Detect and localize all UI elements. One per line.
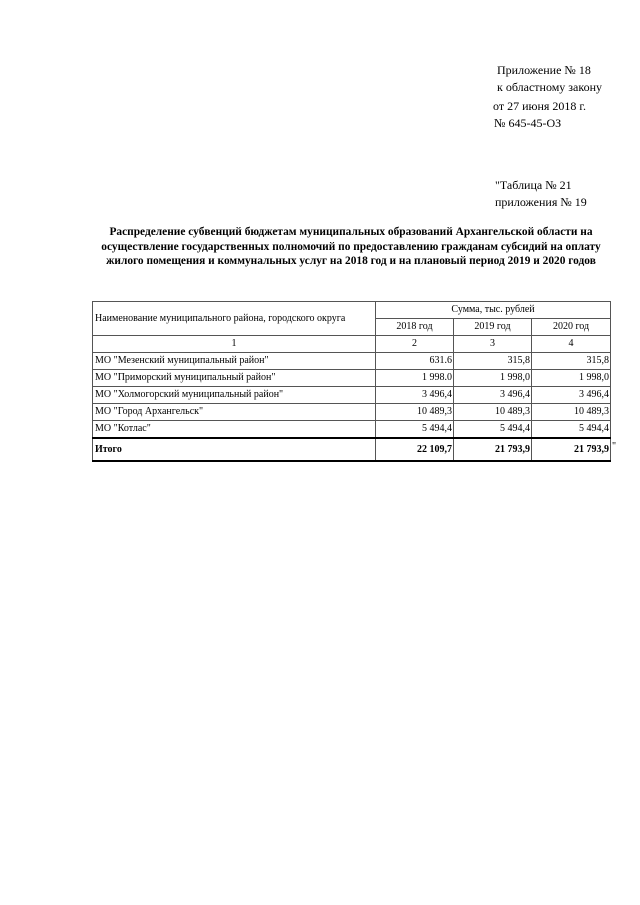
header-name: Наименование муниципального района, городского округа (93, 302, 376, 336)
table-reference (495, 177, 587, 211)
row-value-2019: 5 494,4 (454, 421, 532, 439)
row-name: МО "Город Архангельск" (93, 404, 376, 421)
row-name: МО "Мезенский муниципальный район" (93, 353, 376, 370)
header-sum: Сумма, тыс. рублей (376, 302, 611, 319)
row-value-2020: 10 489,3 (532, 404, 611, 421)
row-value-2018: 1 998.0 (376, 370, 454, 387)
row-value-2018: 3 496,4 (376, 387, 454, 404)
header-year-2018: 2018 год (376, 319, 454, 336)
total-value-2020: 21 793,9 (532, 438, 611, 461)
header-year-2019: 2019 год (454, 319, 532, 336)
row-value-2018: 10 489,3 (376, 404, 454, 421)
table-row (93, 387, 611, 404)
row-value-2019: 3 496,4 (454, 387, 532, 404)
subsidy-table (92, 301, 611, 462)
document-title: Распределение субвенций бюджетам муниципальных образований Архангельской области на осуществление государственных полномочий по предоставлению гражданам субсидий на оплату жилого помещения и коммунальных услуг на 2018 год и на плановый период 2019 и 2020 годов (101, 226, 601, 267)
row-value-2018: 631.6 (376, 353, 454, 370)
row-name: МО "Холмогорский муниципальный район" (93, 387, 376, 404)
column-number: 3 (454, 336, 532, 353)
table-row (93, 404, 611, 421)
column-number: 4 (532, 336, 611, 353)
row-name: МО "Котлас" (93, 421, 376, 439)
total-value-2018: 22 109,7 (376, 438, 454, 461)
total-row (93, 438, 611, 461)
table-row (93, 353, 611, 370)
closing-quote: " (612, 441, 617, 452)
header-row (93, 302, 611, 319)
row-value-2020: 5 494,4 (532, 421, 611, 439)
column-number: 2 (376, 336, 454, 353)
header-year-2020: 2020 год (532, 319, 611, 336)
row-name: МО "Приморский муниципальный район" (93, 370, 376, 387)
row-value-2020: 315,8 (532, 353, 611, 370)
row-value-2020: 3 496,4 (532, 387, 611, 404)
column-numbers-row (93, 336, 611, 353)
appendix-number: Приложение № 18 (497, 63, 591, 77)
row-value-2020: 1 998,0 (532, 370, 611, 387)
table-row (93, 421, 611, 439)
appendix-header (493, 62, 603, 132)
law-number: № 645-45-ОЗ (494, 116, 562, 130)
appendix-law-ref: к областному закону (497, 80, 603, 94)
row-value-2019: 10 489,3 (454, 404, 532, 421)
row-value-2019: 315,8 (454, 353, 532, 370)
law-date: от 27 июня 2018 г. (493, 99, 586, 113)
table-row (93, 370, 611, 387)
table-reference-number: "Таблица № 21 (495, 178, 572, 192)
table-reference-appendix: приложения № 19 (495, 195, 587, 209)
row-value-2019: 1 998,0 (454, 370, 532, 387)
total-value-2019: 21 793,9 (454, 438, 532, 461)
row-value-2018: 5 494,4 (376, 421, 454, 439)
column-number: 1 (93, 336, 376, 353)
total-label: Итого (93, 438, 376, 461)
